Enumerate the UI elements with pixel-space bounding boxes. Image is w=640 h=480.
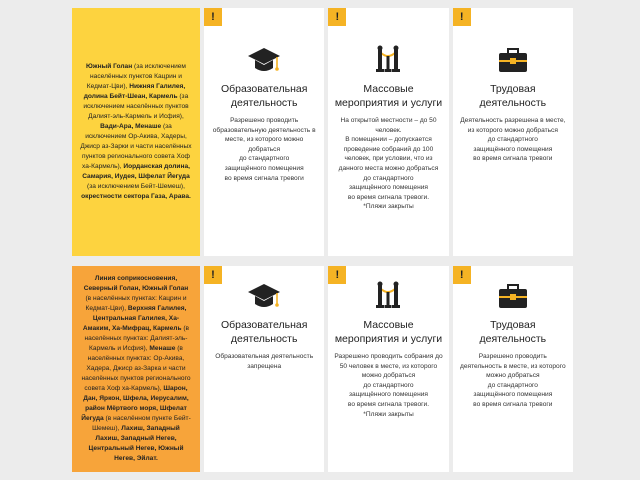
work-card	[453, 266, 573, 472]
education-card	[204, 8, 324, 256]
description-line: до стандартного	[487, 381, 538, 389]
region-segment: Вади-Ара, Менаше	[100, 123, 162, 130]
warning-badge: !	[328, 8, 346, 26]
region-segment: Южный Голан	[86, 63, 133, 70]
region-segment: (за исключением населённых пунктов Кацрин и Кедмат-Цви),	[86, 63, 186, 90]
briefcase-icon	[496, 44, 530, 76]
warning-badge: !	[453, 8, 471, 26]
description-line: *Пляжи закрыты	[363, 203, 414, 211]
card-description	[334, 352, 442, 419]
description-line: На открытой местности – до 50 человек.	[340, 117, 437, 134]
description-line: Разрешено проводить образовательную деятельность в месте, из которого можно добраться	[212, 117, 316, 153]
description-line: защищённого помещения	[349, 391, 428, 399]
region-segment: (в населённых пунктах: Кацрин и Кедмат-Цви),	[85, 295, 187, 312]
card-description	[334, 116, 442, 212]
description-line: до стандартного	[487, 136, 538, 144]
description-line: Деятельность разрешена в месте, из которого можно добраться	[460, 117, 566, 134]
description-line: до стандартного	[239, 155, 290, 163]
card-title: Образовательная деятельность	[220, 319, 308, 345]
region-segment: (в населённых пунктах: Далият-эль-Кармель и Исфия),	[84, 325, 190, 352]
warning-badge: !	[453, 266, 471, 284]
region-segment: Нижняя Галилея, долина Бейт-Шеан, Кармель	[83, 83, 186, 100]
graduation-cap-icon	[247, 280, 281, 312]
region-segment: Шарон, Дан, Яркон, Шфела, Иерусалим, район Мёртвого моря, Шфелат Йегуда	[81, 385, 189, 422]
description-line: *Пляжи закрыты	[363, 410, 414, 418]
card-title: Образовательная деятельность	[220, 83, 308, 109]
description-line: защищённого помещения	[473, 145, 553, 153]
restriction-row-orange	[72, 266, 573, 472]
events-card	[328, 8, 448, 256]
description-line: во время сигнала тревоги.	[347, 193, 430, 201]
card-title: Массовые мероприятия и услуги	[334, 319, 443, 345]
region-list	[72, 266, 200, 472]
description-line: Разрешено проводить собрания до 50 человек в месте, из которого можно добраться	[334, 353, 443, 380]
card-title: Массовые мероприятия и услуги	[334, 83, 443, 109]
region-segment: Лахиш, Западный Лахиш, Западный Негев, Центральный Негев, Южный Негев, Эйлат.	[88, 425, 184, 462]
card-description	[459, 352, 567, 410]
work-card	[453, 8, 573, 256]
description-line: Образовательная деятельность запрещена	[215, 353, 314, 370]
education-card	[204, 266, 324, 472]
description-line: В помещении – допускается проведение собраний до 100 человек, при условии, что из данного места можно добраться	[338, 136, 439, 172]
queue-stanchions-icon	[371, 280, 405, 312]
events-card	[328, 266, 448, 472]
description-line: во время сигнала тревоги	[473, 155, 553, 163]
briefcase-icon	[496, 280, 530, 312]
region-segment: Менаше	[149, 345, 176, 352]
region-segment: (в населённых пунктах: Ор-Акива, Хадера, Джиср аз-Зарка и части населённых пунктов регионального совета Хоф ха-Кармель),	[81, 345, 191, 392]
warning-badge: !	[204, 266, 222, 284]
description-line: защищённого помещения	[224, 164, 304, 172]
description-line: до стандартного	[363, 381, 414, 389]
region-text	[80, 274, 192, 464]
queue-stanchions-icon	[371, 44, 405, 76]
card-description	[210, 116, 318, 183]
region-segment: Линия соприкосновения, Северный Голан, Южный Голан	[83, 275, 189, 292]
description-line: во время сигнала тревоги	[224, 174, 304, 182]
region-segment: Верхняя Галилея, Центральная Галилея, Ха-Амаким, Ха-Мифрац, Кармель	[82, 305, 187, 332]
card-description	[459, 116, 567, 164]
warning-badge: !	[328, 266, 346, 284]
region-segment: окрестности сектора Газа, Арава.	[81, 193, 191, 200]
description-line: до стандартного	[363, 174, 414, 182]
card-title: Трудовая деятельность	[479, 83, 547, 109]
graduation-cap-icon	[247, 44, 281, 76]
description-line: защищённого помещения	[473, 391, 553, 399]
description-line: Разрешено проводить деятельность в месте, из которого можно добраться	[459, 353, 566, 380]
region-segment: (за исключением населённых пунктов Далият-эль-Кармель и Исфия),	[83, 93, 189, 120]
card-title: Трудовая деятельность	[479, 319, 547, 345]
description-line: во время сигнала тревоги.	[347, 400, 430, 408]
region-segment: (в населённом пункте Бейт-Шемеш),	[92, 415, 191, 432]
card-description	[210, 352, 318, 371]
region-segment: (за исключением Ор-Акива, Хадеры, Джиср аз-Зарки и части населённых пунктов регионального совета Хоф ха-Кармель),	[80, 123, 192, 170]
warning-badge: !	[204, 8, 222, 26]
description-line: во время сигнала тревоги	[473, 400, 553, 408]
region-list	[72, 8, 200, 256]
region-segment: Иорданская долина, Самария, Иудея, Шфелат Йегуда	[82, 163, 190, 180]
description-line: защищённого помещения	[349, 184, 428, 192]
region-text	[80, 62, 192, 202]
restriction-row-yellow	[72, 8, 573, 256]
region-segment: (за исключением Бейт-Шемеш),	[87, 183, 185, 190]
